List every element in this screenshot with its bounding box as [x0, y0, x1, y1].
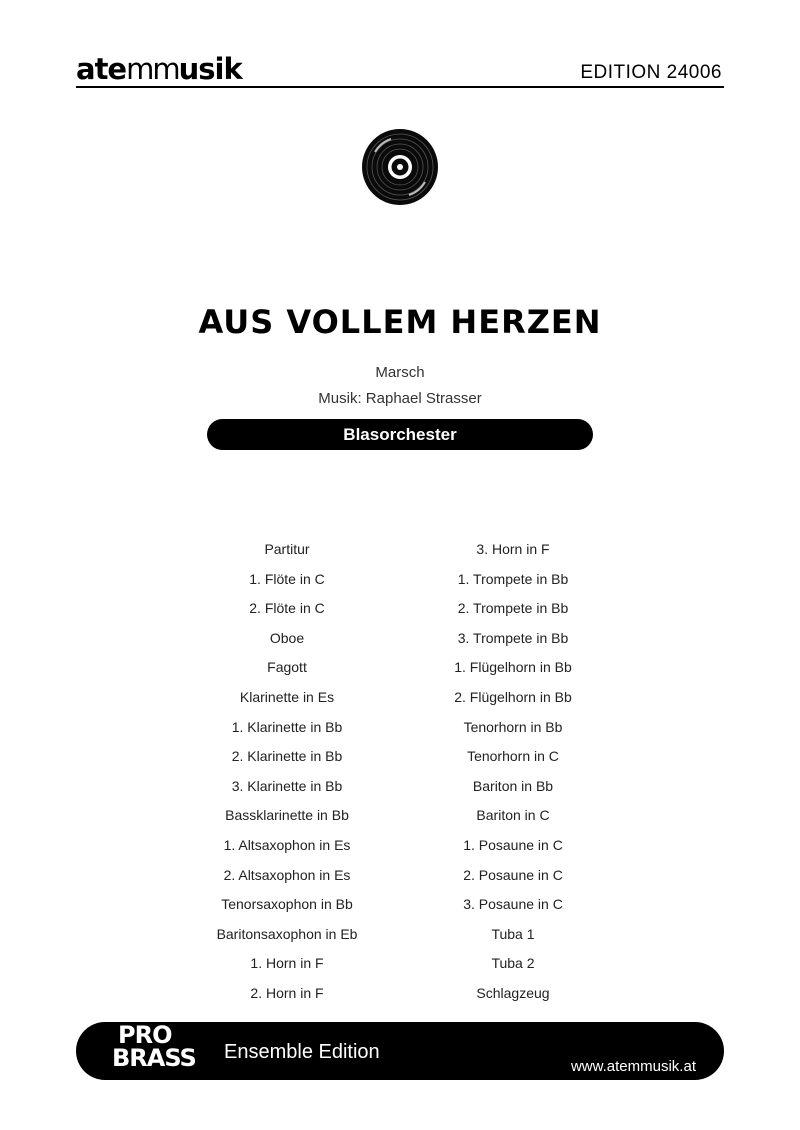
part-item: 1. Posaune in C — [463, 836, 563, 853]
part-item: Tuba 2 — [491, 955, 535, 972]
part-item: Tenorhorn in Bb — [463, 718, 563, 735]
part-item: 1. Trompete in Bb — [457, 570, 569, 587]
part-item: Schlagzeug — [476, 984, 550, 1001]
part-item: 1. Flöte in C — [249, 570, 325, 587]
parts-list-right — [393, 535, 633, 1009]
part-item: 1. Klarinette in Bb — [231, 718, 343, 735]
logo-part-2: mm — [126, 52, 179, 86]
part-item: Bariton in Bb — [472, 777, 554, 794]
part-item: Baritonsaxophon in Eb — [216, 925, 358, 942]
part-item: 2. Posaune in C — [463, 866, 563, 883]
footer-banner — [76, 1022, 724, 1080]
part-item: 1. Horn in F — [250, 955, 324, 972]
part-item: 2. Horn in F — [250, 984, 324, 1001]
part-item: Fagott — [267, 659, 307, 676]
part-item: Partitur — [264, 541, 310, 557]
part-item: Tenorsaxophon in Bb — [221, 896, 353, 913]
part-item: 3. Trompete in Bb — [457, 629, 569, 646]
part-item: 3. Horn in F — [476, 541, 550, 557]
part-item: Bassklarinette in Bb — [225, 807, 349, 824]
part-item: 1. Altsaxophon in Es — [223, 836, 351, 853]
header — [76, 52, 724, 88]
logo-part-1: ate — [76, 52, 127, 86]
part-item: 2. Trompete in Bb — [457, 600, 569, 617]
piece-title: AUS VOLLEM HERZEN — [198, 303, 602, 341]
part-item: Oboe — [269, 629, 305, 646]
composer: Musik: Raphael Strasser — [318, 390, 482, 407]
piece-genre: Marsch — [375, 364, 425, 381]
part-item: Tuba 1 — [491, 925, 535, 942]
vinyl-record-icon — [361, 128, 439, 206]
probrass-logo-line-1: PRO — [118, 1021, 172, 1049]
atemmusik-logo — [76, 52, 242, 86]
part-item: Klarinette in Es — [239, 688, 335, 705]
edition-number: EDITION 24006 — [580, 62, 722, 83]
ensemble-type-badge: Blasorchester — [207, 419, 593, 450]
part-item: 2. Klarinette in Bb — [231, 748, 343, 765]
part-item: Bariton in C — [476, 807, 550, 824]
part-item: 2. Flügelhorn in Bb — [454, 688, 572, 705]
part-item: 2. Flöte in C — [249, 600, 325, 617]
probrass-logo-line-2: BRASS — [112, 1044, 196, 1072]
logo-part-3: usik — [178, 52, 242, 86]
website-link[interactable]: www.atemmusik.at — [570, 1058, 696, 1075]
part-item: 3. Klarinette in Bb — [231, 777, 343, 794]
parts-list-left — [167, 535, 407, 1009]
part-item: Tenorhorn in C — [467, 748, 559, 765]
part-item: 2. Altsaxophon in Es — [223, 866, 351, 883]
series-name: Ensemble Edition — [224, 1041, 380, 1063]
part-item: 1. Flügelhorn in Bb — [454, 659, 572, 676]
probrass-logo — [112, 1021, 196, 1072]
part-item: 3. Posaune in C — [463, 896, 563, 913]
